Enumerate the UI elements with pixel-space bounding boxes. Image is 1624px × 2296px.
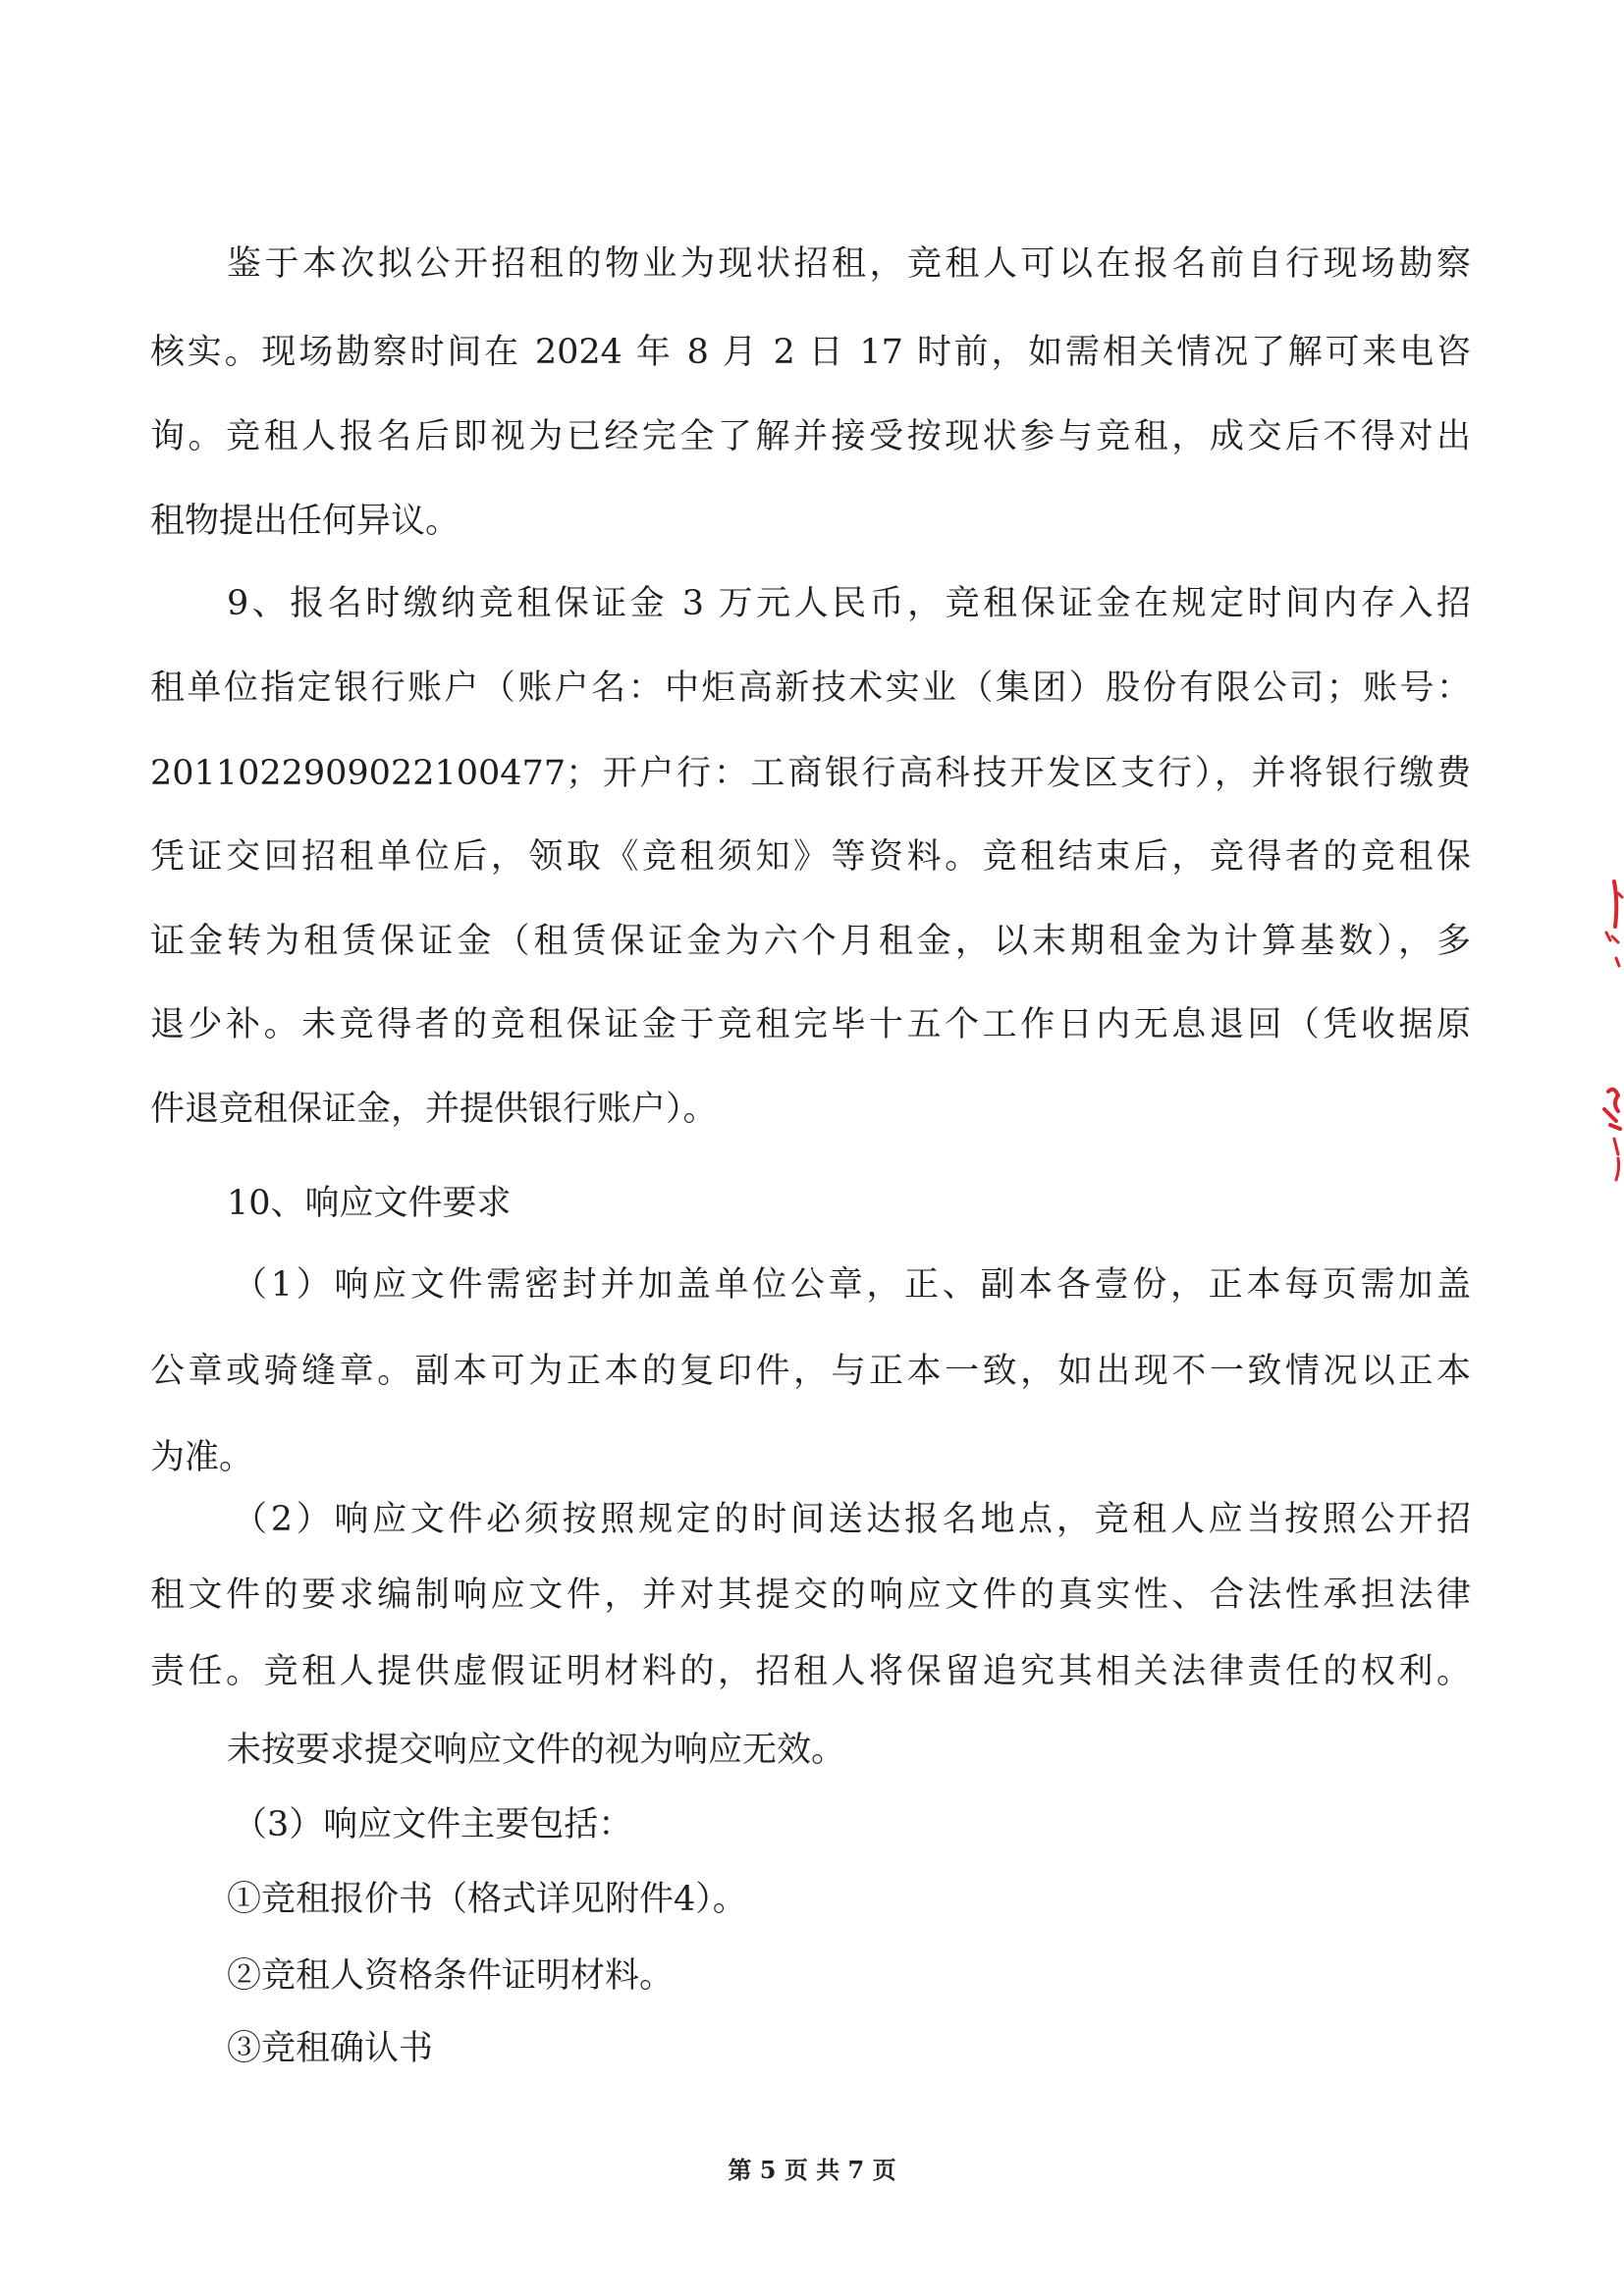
text-line: （3）响应文件主要包括： — [233, 1805, 633, 1844]
text-line: 租文件的要求编制响应文件，并对其提交的响应文件的真实性、合法性承担法律 — [150, 1575, 1471, 1615]
text-line: 为准。 — [150, 1438, 254, 1477]
text-line: 公章或骑缝章。副本可为正本的复印件，与正本一致，如出现不一致情况以正本 — [150, 1352, 1471, 1391]
text-line: 租单位指定银行账户（账户名：中炬高新技术实业（集团）股份有限公司；账号： — [150, 668, 1471, 708]
text-line: 租物提出任何异议。 — [150, 502, 460, 541]
text-line: 未按要求提交响应文件的视为响应无效。 — [227, 1731, 846, 1770]
seal-fragment — [1589, 864, 1624, 1198]
text-line: 凭证交回招租单位后，领取《竞租须知》等资料。竞租结束后，竞得者的竞租保 — [150, 837, 1471, 877]
text-line: （1）响应文件需密封并加盖单位公章，正、副本各壹份，正本每页需加盖 — [233, 1265, 1471, 1305]
text-line: 件退竞租保证金，并提供银行账户）。 — [150, 1090, 718, 1129]
section-heading: 10、响应文件要求 — [227, 1184, 512, 1223]
list-item: ①竞租报价书（格式详见附件4）。 — [227, 1880, 747, 1919]
text-line: 2011022909022100477；开户行：工商银行高科技开发区支行），并将银行缴费 — [150, 754, 1471, 793]
text-line: 鉴于本次拟公开招租的物业为现状招租，竞租人可以在报名前自行现场勘察 — [227, 244, 1471, 284]
text-line: 退少补。未竞得者的竞租保证金于竞租完毕十五个工作日内无息退回（凭收据原 — [150, 1005, 1471, 1044]
text-line: （2）响应文件必须按照规定的时间送达报名地点，竞租人应当按照公开招 — [233, 1500, 1471, 1539]
text-line: 证金转为租赁保证金（租赁保证金为六个月租金，以末期租金为计算基数），多 — [150, 922, 1471, 961]
text-line: 核实。现场勘察时间在 2024 年 8 月 2 日 17 时前，如需相关情况了解可来电咨 — [150, 333, 1471, 372]
list-item: ③竞租确认书 — [227, 2029, 434, 2068]
page-number: 第 5 页 共 7 页 — [728, 2156, 896, 2184]
text-line: 责任。竞租人提供虚假证明材料的，招租人将保留追究其相关法律责任的权利。 — [150, 1652, 1471, 1691]
text-line: 询。竞租人报名后即视为已经完全了解并接受按现状参与竞租，成交后不得对出 — [150, 417, 1471, 456]
text-line: 9、报名时缴纳竞租保证金 3 万元人民币，竞租保证金在规定时间内存入招 — [227, 584, 1471, 623]
list-item: ②竞租人资格条件证明材料。 — [227, 1956, 675, 1996]
